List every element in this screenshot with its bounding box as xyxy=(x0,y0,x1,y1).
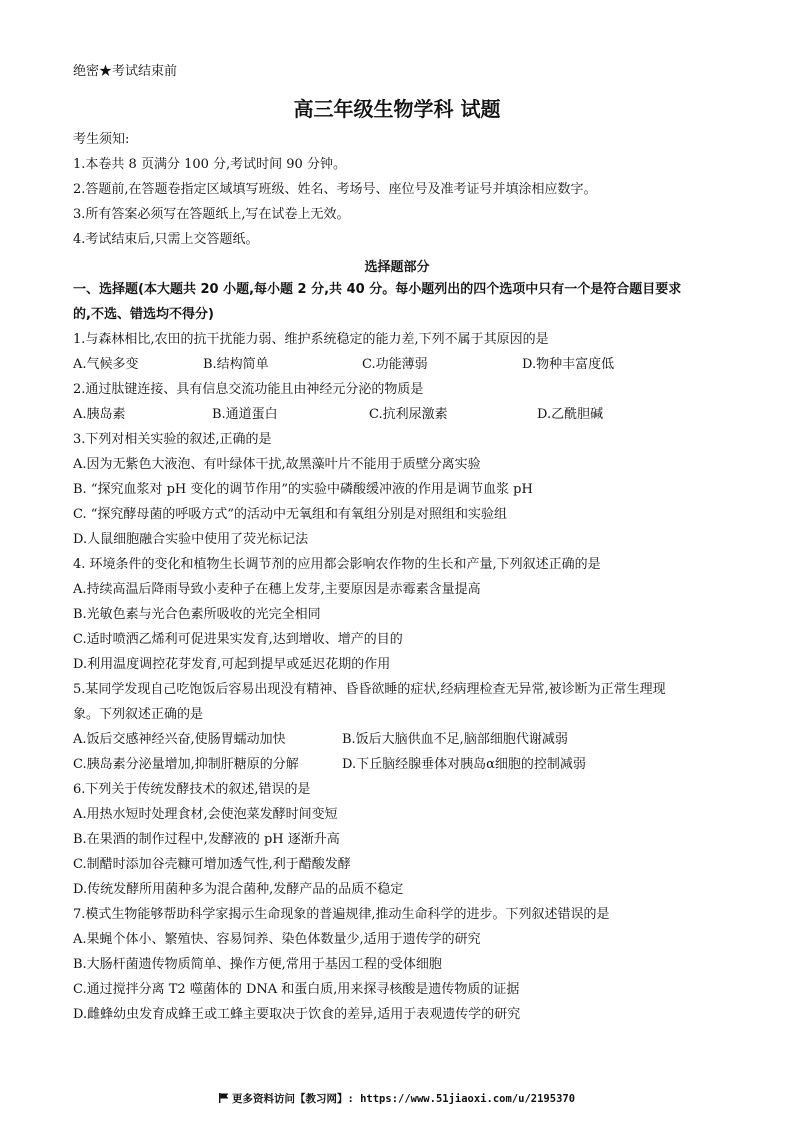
question-6-option-d: D.传统发酵所用菌种多为混合菌种,发酵产品的品质不稳定 xyxy=(73,882,404,897)
part-instructions-cont: 的,不选、错选均不得分) xyxy=(73,307,214,322)
question-4-option-b: B.光敏色素与光合色素所吸收的光完全相同 xyxy=(73,607,321,622)
question-3-option-c: C. “探究酵母菌的呼吸方式”的活动中无氧组和有氧组分别是对照组和实验组 xyxy=(73,507,508,522)
question-2-option-b: B.通道蛋白 xyxy=(212,407,278,422)
question-5-option-b: B.饭后大脑供血不足,脑部细胞代谢减弱 xyxy=(342,732,568,747)
question-1-option-b: B.结构简单 xyxy=(203,357,269,372)
question-7-stem: 7.模式生物能够帮助科学家揭示生命现象的普遍规律,推动生命科学的进步。下列叙述错误的是 xyxy=(73,907,610,922)
section-title: 选择题部分 xyxy=(364,260,430,275)
question-2-stem: 2.通过肽键连接、具有信息交流功能且由神经元分泌的物质是 xyxy=(73,382,424,397)
question-1-option-c: C.功能薄弱 xyxy=(362,357,428,372)
question-7-option-a: A.果蝇个体小、繁殖快、容易饲养、染色体数量少,适用于遗传学的研究 xyxy=(73,932,481,947)
question-1-stem: 1.与森林相比,农田的抗干扰能力弱、维护系统稳定的能力差,下列不属于其原因的是 xyxy=(73,332,549,347)
question-5-stem-cont: 象。下列叙述正确的是 xyxy=(73,707,204,722)
question-5-option-d: D.下丘脑经腺垂体对胰岛α细胞的控制减弱 xyxy=(342,757,586,772)
notice-item: 3.所有答案必须写在答题纸上,写在试卷上无效。 xyxy=(73,207,350,222)
question-6-option-b: B.在果酒的制作过程中,发酵液的 pH 逐渐升高 xyxy=(73,832,340,847)
question-6-stem: 6.下列关于传统发酵技术的叙述,错误的是 xyxy=(73,782,311,797)
question-7-option-d: D.雌蜂幼虫发育成蜂王或工蜂主要取决于饮食的差异,适用于表观遗传学的研究 xyxy=(73,1007,521,1022)
notice-item: 4.考试结束后,只需上交答题纸。 xyxy=(73,232,259,247)
question-3-option-b: B. “探究血浆对 pH 变化的调节作用”的实验中磷酸缓冲液的作用是调节血浆 pH xyxy=(73,482,533,497)
notice-item: 2.答题前,在答题卷指定区域填写班级、姓名、考场号、座位号及准考证号并填涂相应数字。 xyxy=(73,182,597,197)
question-3-option-d: D.人鼠细胞融合实验中使用了荧光标记法 xyxy=(73,532,309,547)
question-1-option-a: A.气候多变 xyxy=(73,357,139,372)
question-6-option-a: A.用热水短时处理食材,会使泡菜发酵时间变短 xyxy=(73,807,338,822)
question-1-option-d: D.物种丰富度低 xyxy=(522,357,615,372)
question-4-option-d: D.利用温度调控花芽发育,可起到提早或延迟花期的作用 xyxy=(73,657,391,672)
question-3-stem: 3.下列对相关实验的叙述,正确的是 xyxy=(73,432,272,447)
question-2-option-c: C.抗利尿激素 xyxy=(369,407,448,422)
flag-icon xyxy=(219,1093,229,1103)
secrecy-label: 绝密★考试结束前 xyxy=(73,64,178,79)
part-instructions: 一、选择题(本大题共 20 小题,每小题 2 分,共 40 分。每小题列出的四个选项中只有一个是符合题目要求 xyxy=(73,282,682,297)
question-7-option-b: B.大肠杆菌遗传物质简单、操作方便,常用于基因工程的受体细胞 xyxy=(73,957,442,972)
question-4-option-a: A.持续高温后降雨导致小麦种子在穗上发芽,主要原因是赤霉素含量提高 xyxy=(73,582,481,597)
footer-text[interactable]: 更多资料访问【教习网】: https://www.51jiaoxi.com/u/2195370 xyxy=(231,1093,576,1105)
question-5-option-c: C.胰岛素分泌量增加,抑制肝糖原的分解 xyxy=(73,757,299,772)
question-4-option-c: C.适时喷洒乙烯利可促进果实发育,达到增收、增产的目的 xyxy=(73,632,403,647)
notice-heading: 考生须知: xyxy=(73,132,130,147)
question-2-option-d: D.乙酰胆碱 xyxy=(537,407,604,422)
question-5-option-a: A.饭后交感神经兴奋,使肠胃蠕动加快 xyxy=(73,732,286,747)
page-title: 高三年级生物学科 试题 xyxy=(293,97,501,121)
question-5-stem: 5.某同学发现自己吃饱饭后容易出现没有精神、昏昏欲睡的症状,经病理检查无异常,被诊断为正常生理现 xyxy=(73,682,666,697)
question-4-stem: 4. 环境条件的变化和植物生长调节剂的应用都会影响农作物的生长和产量,下列叙述正确的是 xyxy=(73,557,601,572)
question-7-option-c: C.通过搅拌分离 T2 噬菌体的 DNA 和蛋白质,用来探寻核酸是遗传物质的证据 xyxy=(73,982,520,997)
footer-link[interactable] xyxy=(0,1091,794,1106)
question-6-option-c: C.制醋时添加谷壳糠可增加透气性,利于醋酸发酵 xyxy=(73,857,351,872)
question-2-option-a: A.胰岛素 xyxy=(73,407,126,422)
notice-item: 1.本卷共 8 页满分 100 分,考试时间 90 分钟。 xyxy=(73,157,346,172)
question-3-option-a: A.因为无紫色大液泡、有叶绿体干扰,故黑藻叶片不能用于质壁分离实验 xyxy=(73,457,481,472)
